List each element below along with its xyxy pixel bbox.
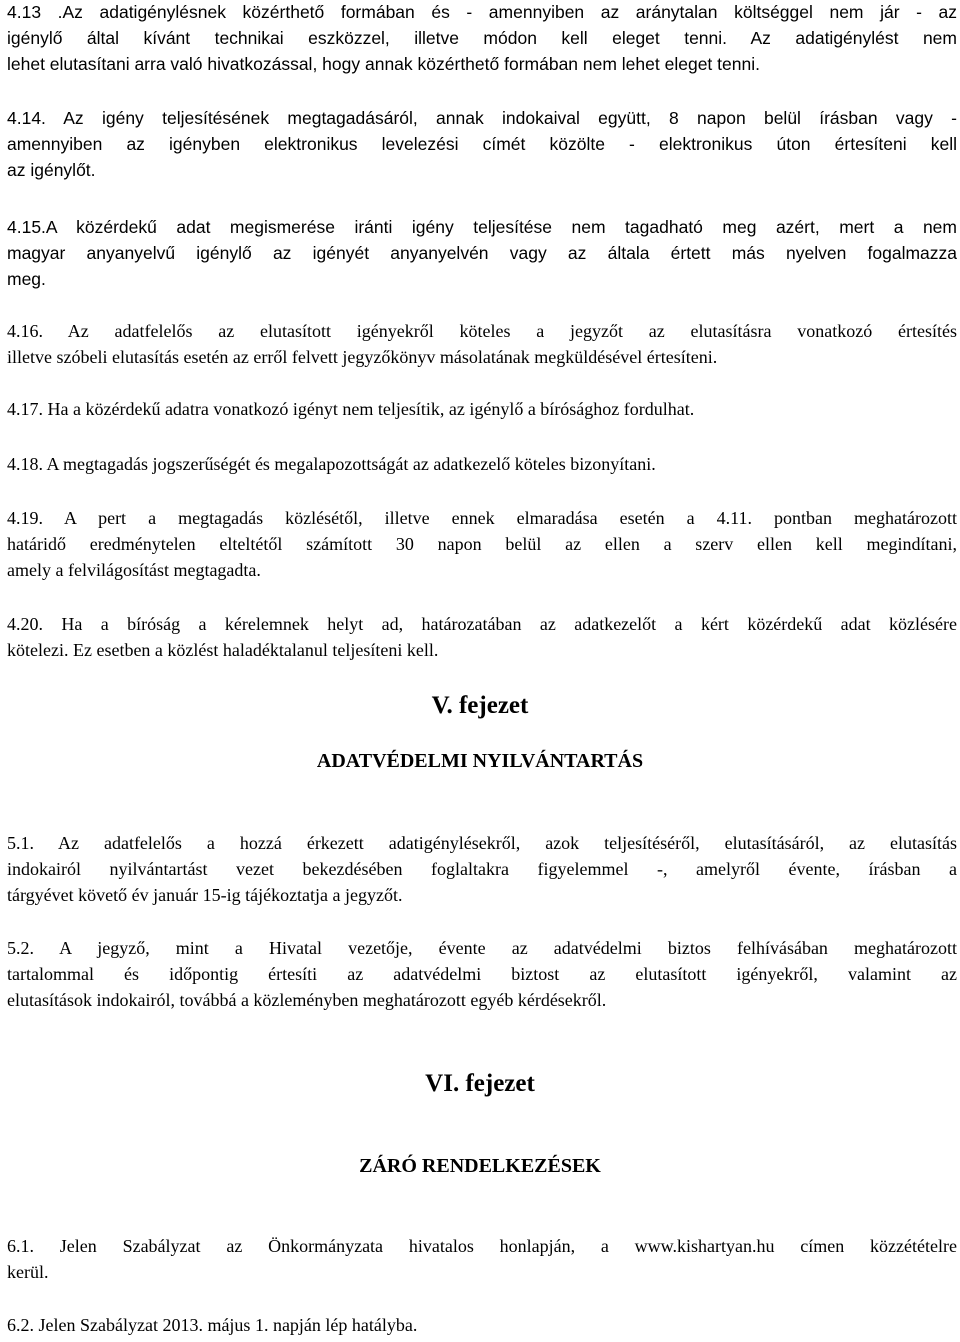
paragraph-line: 4.19. A pert a megtagadás közlésétől, illetve ennek elmaradása esetén a 4.11. pontban meghatározott — [7, 508, 957, 528]
paragraph-line: elutasítások indokairól, továbbá a közleményben meghatározott egyéb kérdésekről. — [7, 990, 607, 1010]
paragraph-4-13 — [7, 0, 957, 77]
paragraph-4-19 — [7, 505, 957, 583]
paragraph-line: indokairól nyilvántartást vezet bekezdésében foglaltakra figyelemmel -, amelyről évente, írásban a — [7, 859, 957, 879]
paragraph-line: határidő eredménytelen elteltétől számított 30 napon belül az ellen a szerv ellen kell megindítani, — [7, 534, 957, 554]
paragraph-line: 6.1. Jelen Szabályzat az Önkormányzata hivatalos honlapján, a www.kishartyan.hu címen közzétételre — [7, 1236, 957, 1256]
paragraph-4-18 — [7, 451, 957, 477]
paragraph-line: magyar anyanyelvű igénylő az igényét anyanyelvén vagy az általa értett más nyelven fogalmazza — [7, 243, 957, 263]
paragraph-line: 6.2. Jelen Szabályzat 2013. május 1. napján lép hatályba. — [7, 1315, 418, 1335]
chapter-6-subtitle: ZÁRÓ RENDELKEZÉSEK — [359, 1155, 601, 1177]
paragraph-4-14 — [7, 105, 957, 183]
paragraph-line: igénylő által kívánt technikai eszközzel, illetve módon kell eleget tenni. Az adatigénylést nem — [7, 28, 957, 48]
paragraph-line: amennyiben az igényben elektronikus levelezési címét közölte - elektronikus úton értesíteni kell — [7, 134, 957, 154]
chapter-5-subtitle: ADATVÉDELMI NYILVÁNTARTÁS — [316, 750, 644, 772]
paragraph-4-15 — [7, 214, 957, 292]
paragraph-line: 5.1. Az adatfelelős a hozzá érkezett adatigénylésekről, azok teljesítéséről, elutasításáról, az elutasítás — [7, 833, 957, 853]
paragraph-line: tárgyévet követő év január 15-ig tájékoztatja a jegyzőt. — [7, 885, 403, 905]
chapter-6-title: VI. fejezet — [425, 1070, 535, 1097]
paragraph-5-1 — [7, 830, 957, 908]
paragraph-6-2 — [7, 1312, 957, 1338]
paragraph-line: tartalommal és időpontig értesíti az adatvédelmi biztost az elutasított igényekről, valamint az — [7, 964, 957, 984]
paragraph-6-1 — [7, 1233, 957, 1285]
paragraph-4-20 — [7, 611, 957, 663]
paragraph-line: az igénylőt. — [7, 160, 96, 180]
paragraph-line: kerül. — [7, 1262, 49, 1282]
paragraph-4-17 — [7, 396, 957, 422]
paragraph-line: lehet elutasítani arra való hivatkozással, hogy annak közérthető formában nem lehet eleget tenni. — [7, 54, 760, 74]
paragraph-line: kötelezi. Ez esetben a közlést haladéktalanul teljesíteni kell. — [7, 640, 439, 660]
paragraph-line: 4.15.A közérdekű adat megismerése iránti igény teljesítése nem tagadható meg azért, mert a nem — [7, 217, 957, 237]
paragraph-line: 4.16. Az adatfelelős az elutasított igényekről köteles a jegyzőt az elutasításra vonatkozó értesítés — [7, 321, 957, 341]
paragraph-line: 5.2. A jegyző, mint a Hivatal vezetője, évente az adatvédelmi biztos felhívásában meghatározott — [7, 938, 957, 958]
paragraph-line: meg. — [7, 269, 46, 289]
paragraph-line: 4.17. Ha a közérdekű adatra vonatkozó igényt nem teljesítik, az igénylő a bírósághoz fordulhat. — [7, 399, 695, 419]
paragraph-4-16 — [7, 318, 957, 370]
paragraph-line: illetve szóbeli elutasítás esetén az erről felvett jegyzőkönyv másolatának megküldésével értesíteni. — [7, 347, 718, 367]
paragraph-line: 4.20. Ha a bíróság a kérelemnek helyt ad, határozatában az adatkezelőt a kért közérdekű adat közlésére — [7, 614, 957, 634]
paragraph-line: 4.14. Az igény teljesítésének megtagadásáról, annak indokaival együtt, 8 napon belül írásban vagy - — [7, 108, 957, 128]
paragraph-line: 4.13 .Az adatigénylésnek közérthető formában és - amennyiben az aránytalan költséggel nem jár - az — [7, 2, 957, 22]
paragraph-line: amely a felvilágosítást megtagadta. — [7, 560, 261, 580]
chapter-5-title: V. fejezet — [431, 692, 529, 719]
paragraph-line: 4.18. A megtagadás jogszerűségét és megalapozottságát az adatkezelő köteles bizonyítani. — [7, 454, 656, 474]
paragraph-5-2 — [7, 935, 957, 1013]
